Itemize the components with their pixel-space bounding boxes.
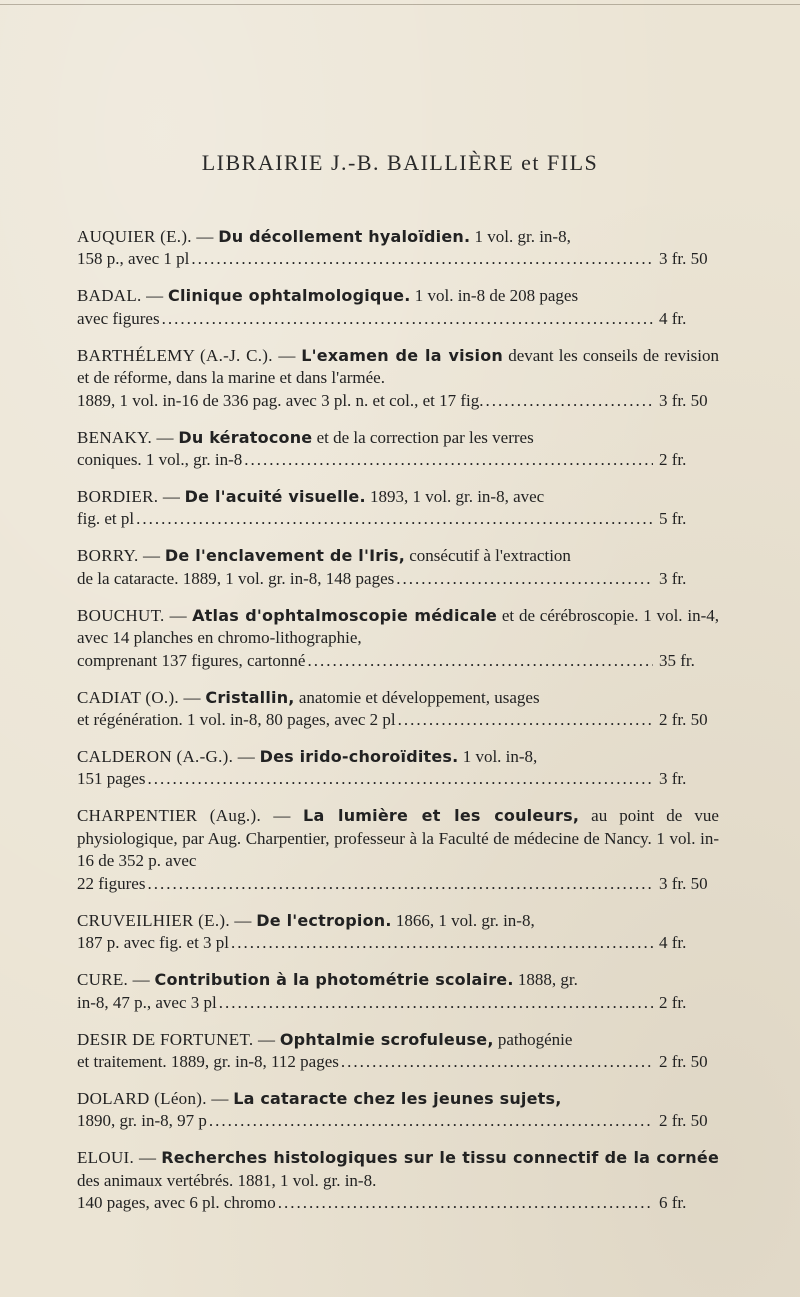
entry-title: Cristallin,	[205, 687, 295, 707]
leader-dots	[147, 768, 653, 790]
entry-price: 3 fr. 50	[659, 873, 708, 893]
entry-title: Des irido-choroïdites.	[259, 747, 459, 767]
entry-price: 2 fr. 50	[659, 1111, 708, 1131]
leader-dots	[486, 390, 654, 412]
catalogue-entry	[77, 1088, 719, 1133]
entry-title: De l'enclavement de l'Iris,	[164, 546, 406, 566]
entry-price-line	[77, 709, 719, 731]
entry-price-line	[77, 1051, 719, 1073]
entry-author: DOLARD (Léon). —	[77, 1088, 234, 1108]
entry-format: 187 p. avec fig. et 3 pl	[77, 933, 230, 953]
entry-price: 2 fr. 50	[659, 710, 708, 730]
entry-details: pathogénie	[493, 1029, 573, 1049]
entry-title: De l'acuité visuelle.	[184, 487, 366, 507]
entry-price: 3 fr.	[659, 769, 687, 789]
entry-price: 2 fr.	[659, 992, 687, 1012]
entry-price-line	[77, 508, 719, 530]
entry-title: Du kératocone	[178, 427, 313, 447]
entry-price: 2 fr.	[659, 450, 687, 470]
entry-title: La cataracte chez les jeunes sujets,	[233, 1088, 562, 1108]
entry-price-line	[77, 248, 719, 270]
entry-price-line	[77, 308, 719, 330]
entry-details: 1 vol. in-8,	[458, 747, 538, 767]
entry-title: Contribution à la photométrie scolaire.	[154, 970, 514, 990]
catalogue-entry	[77, 805, 719, 895]
leader-dots	[219, 992, 653, 1014]
entry-format: coniques. 1 vol., gr. in-8	[77, 450, 243, 470]
entry-price-line	[77, 873, 719, 895]
entry-format: de la cataracte. 1889, 1 vol. gr. in-8, 148 pages	[77, 568, 395, 588]
catalogue-list	[77, 226, 719, 1229]
entry-author: CALDERON (A.-G.). —	[77, 747, 260, 767]
entry-title: La lumière et les couleurs,	[303, 806, 580, 826]
entry-price: 5 fr.	[659, 509, 687, 529]
entry-price-line	[77, 390, 719, 412]
leader-dots	[307, 650, 653, 672]
entry-title: De l'ectropion.	[256, 910, 392, 930]
entry-price: 4 fr.	[659, 308, 687, 328]
entry-format: avec figures	[77, 308, 160, 328]
entry-price-line	[77, 568, 719, 590]
entry-author: BADAL. —	[77, 286, 169, 306]
entry-author: CURE. —	[77, 970, 155, 990]
entry-details: au point de vue physiologique, par Aug. Charpentier, professeur à la Faculté de médecine de Nancy. 1 vol. in-16 de 352 p. avec	[77, 806, 719, 871]
entry-format: comprenant 137 figures, cartonné	[77, 650, 306, 670]
catalogue-entry	[77, 746, 719, 791]
entry-format: 1890, gr. in-8, 97 p	[77, 1111, 207, 1131]
entry-details: 1 vol. gr. in-8,	[470, 227, 571, 246]
entry-price-line	[77, 449, 719, 471]
entry-title: Ophtalmie scrofuleuse,	[279, 1029, 494, 1049]
leader-dots	[398, 709, 653, 731]
entry-format: 158 p., avec 1 pl	[77, 249, 190, 269]
entry-author: BARTHÉLEMY (A.-J. C.). —	[77, 345, 302, 365]
leader-dots	[396, 568, 653, 590]
leader-dots	[231, 932, 653, 954]
catalogue-entry	[77, 345, 719, 412]
entry-author: BORRY. —	[77, 546, 165, 566]
entry-price: 3 fr. 50	[659, 390, 708, 410]
entry-price: 3 fr. 50	[659, 249, 708, 269]
entry-price-line	[77, 932, 719, 954]
entry-details: 1888, gr.	[513, 970, 578, 990]
entry-title: Recherches histologiques sur le tissu connectif de la cornée	[161, 1148, 719, 1168]
catalogue-entry	[77, 1147, 719, 1214]
entry-author: AUQUIER (E.). —	[77, 227, 219, 246]
entry-details: des animaux vertébrés. 1881, 1 vol. gr. in-8.	[77, 1170, 377, 1190]
leader-dots	[209, 1110, 653, 1132]
leader-dots	[162, 308, 653, 330]
catalogue-entry	[77, 1029, 719, 1074]
entry-title: L'examen de la vision	[301, 345, 503, 365]
entry-author: CRUVEILHIER (E.). —	[77, 910, 257, 930]
entry-details: anatomie et développement, usages	[294, 687, 540, 707]
catalogue-entry	[77, 427, 719, 472]
entry-details: 1866, 1 vol. gr. in-8,	[391, 910, 535, 930]
catalogue-entry	[77, 605, 719, 672]
entry-format: et traitement. 1889, gr. in-8, 112 pages	[77, 1051, 339, 1071]
catalogue-entry	[77, 969, 719, 1014]
page-header: LIBRAIRIE J.-B. BAILLIÈRE et FILS	[201, 150, 599, 175]
entry-format: fig. et pl	[77, 509, 135, 529]
catalogue-entry	[77, 285, 719, 330]
leader-dots	[341, 1051, 653, 1073]
entry-details: devant les conseils de revision et de réforme, dans la marine et dans l'armée.	[77, 345, 720, 388]
catalogue-entry	[77, 486, 719, 531]
entry-price-line	[77, 1192, 719, 1214]
entry-author: BENAKY. —	[77, 427, 179, 447]
entry-details: consécutif à l'extraction	[405, 546, 571, 566]
leader-dots	[244, 449, 653, 471]
catalogue-entry	[77, 545, 719, 590]
catalogue-entry	[77, 687, 719, 732]
entry-price: 2 fr. 50	[659, 1051, 708, 1071]
entry-price-line	[77, 992, 719, 1014]
entry-price: 6 fr.	[659, 1193, 687, 1213]
entry-price: 35 fr.	[659, 650, 695, 670]
entry-format: 22 figures	[77, 873, 146, 893]
entry-format: et régénération. 1 vol. in-8, 80 pages, avec 2 pl	[77, 710, 396, 730]
entry-format: in-8, 47 p., avec 3 pl	[77, 992, 217, 1012]
entry-price-line	[77, 1110, 719, 1132]
entry-price-line	[77, 650, 719, 672]
page-edge-rule	[0, 4, 800, 5]
entry-details: et de cérébroscopie. 1 vol. in-4, avec 14 planches en chromo-lithographie,	[77, 605, 719, 648]
leader-dots	[278, 1192, 653, 1214]
entry-format: 151 pages	[77, 769, 146, 789]
entry-title: Atlas d'ophtalmoscopie médicale	[192, 605, 498, 625]
entry-title: Clinique ophtalmologique.	[168, 286, 411, 306]
catalogue-entry	[77, 910, 719, 955]
entry-title: Du décollement hyaloïdien.	[218, 227, 471, 246]
entry-price: 3 fr.	[659, 568, 687, 588]
entry-author: CHARPENTIER (Aug.). —	[77, 806, 304, 826]
entry-price-line	[77, 768, 719, 790]
entry-author: BOUCHUT. —	[77, 605, 193, 625]
entry-author: ELOUI. —	[77, 1148, 162, 1168]
entry-details: 1 vol. in-8 de 208 pages	[410, 286, 579, 306]
catalogue-entry	[77, 226, 719, 271]
entry-format: 1889, 1 vol. in-16 de 336 pag. avec 3 pl. n. et col., et 17 fig.	[77, 390, 484, 410]
entry-author: BORDIER. —	[77, 487, 185, 507]
entry-price: 4 fr.	[659, 933, 687, 953]
leader-dots	[136, 508, 653, 530]
leader-dots	[191, 248, 653, 270]
entry-format: 140 pages, avec 6 pl. chromo	[77, 1193, 276, 1213]
entry-author: DESIR DE FORTUNET. —	[77, 1029, 280, 1049]
entry-author: CADIAT (O.). —	[77, 687, 206, 707]
leader-dots	[147, 873, 653, 895]
entry-details: et de la correction par les verres	[312, 427, 534, 447]
entry-details: 1893, 1 vol. gr. in-8, avec	[365, 487, 545, 507]
